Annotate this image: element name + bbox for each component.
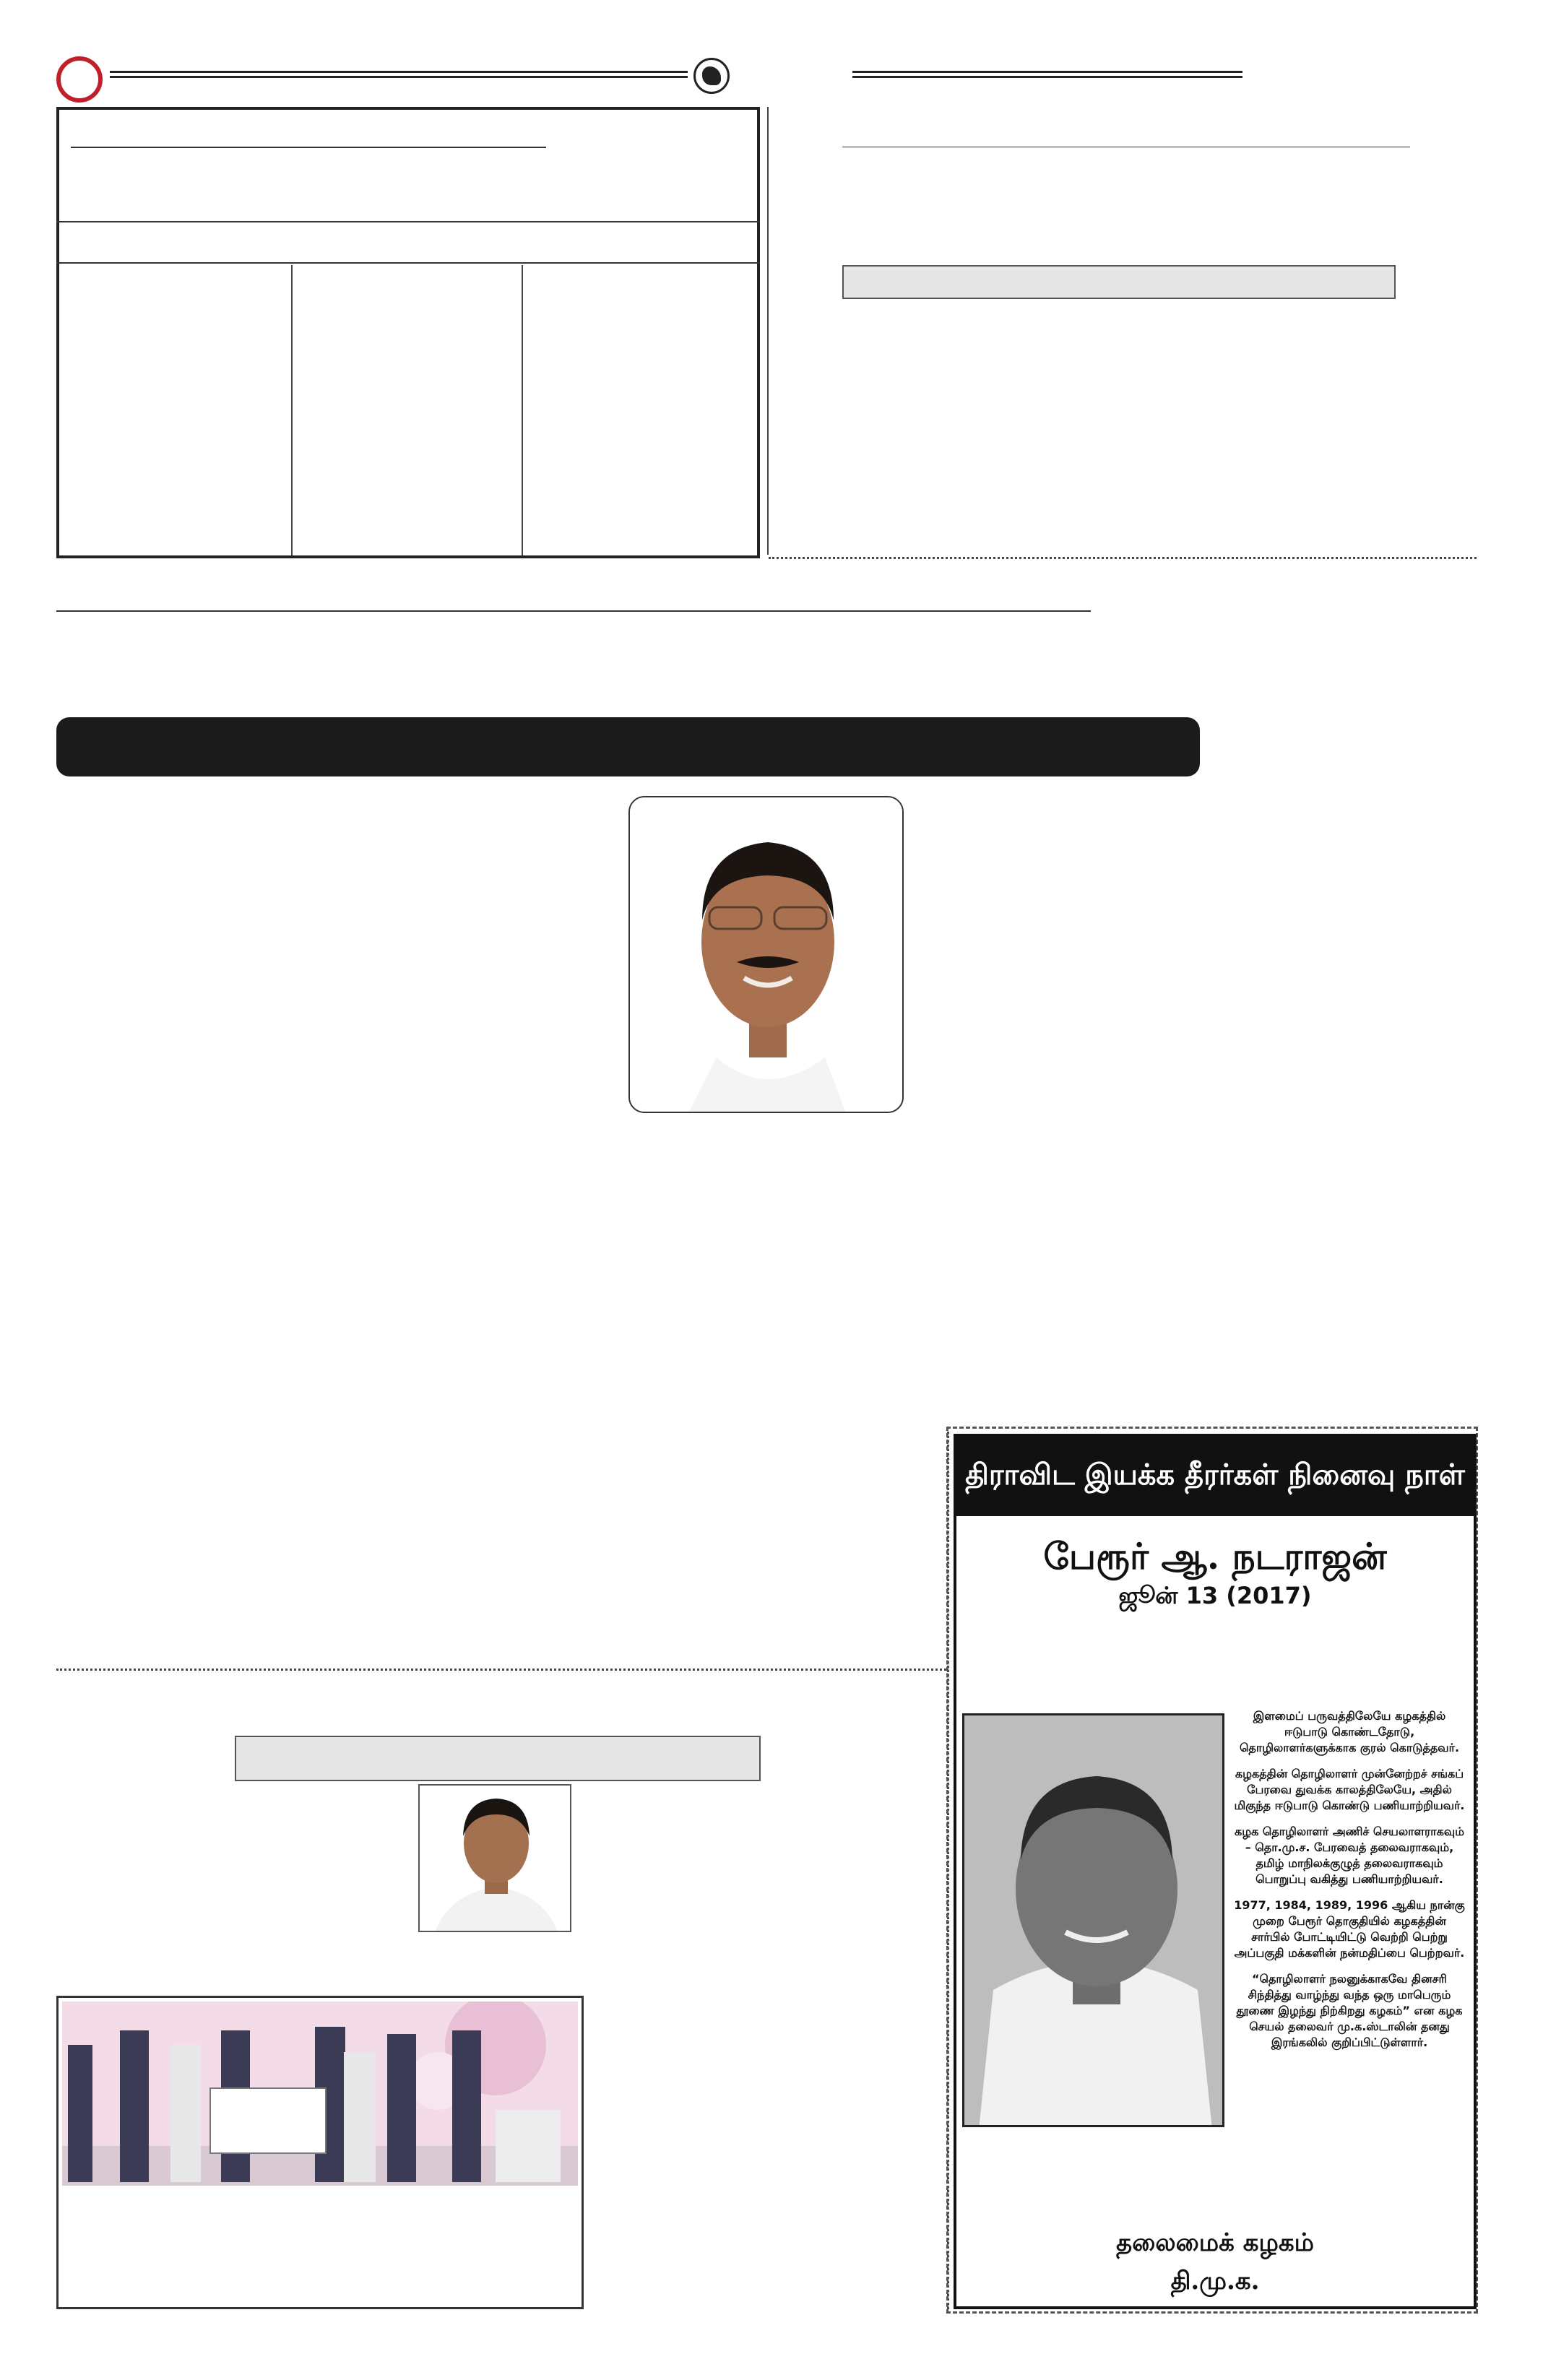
header-rule bbox=[110, 71, 688, 78]
subheading-bar bbox=[235, 1736, 761, 1781]
party-emblem-icon bbox=[693, 58, 730, 94]
dotted-separator bbox=[769, 557, 1477, 559]
memorial-paragraph: “தொழிலாளர் நலனுக்காகவே தினசரி சிந்தித்து வாழ்ந்து வந்த ஒரு மாபெரும் தூணை இழந்து நிற்கிறது கழகம்” என கழக செயல் தலைவர் மு.க.ஸ்டாலின் தனது இரங்கலில் குறிப்பிட்டுள்ளார். bbox=[1236, 1972, 1463, 2049]
column-divider bbox=[522, 265, 523, 555]
memorial-heading: திராவிட இயக்க தீரர்கள் நினைவு நாள் bbox=[956, 1437, 1474, 1516]
boxed-divider bbox=[56, 221, 760, 222]
memorial-text bbox=[1234, 1708, 1465, 2061]
memorial-paragraph: 1977, 1984, 1989, 1996 ஆகிய நான்கு முறை பேரூர் தொகுதியில் கழகத்தின் சார்பில் போட்டியிட்டு வெற்றி பெற்று அப்பகுதி மக்களின் நன்மதிப்பை பெற்றவர். bbox=[1234, 1898, 1465, 1960]
black-banner bbox=[56, 717, 1200, 776]
portrait-photo bbox=[628, 796, 904, 1113]
memorial-name: பேரூர் ஆ. நடராஜன் bbox=[1043, 1535, 1387, 1578]
header-rule-right bbox=[852, 71, 1242, 78]
memorial-photo bbox=[962, 1713, 1224, 2127]
column-divider bbox=[291, 265, 293, 555]
ring-logo-icon bbox=[56, 56, 103, 103]
memorial-footer-party: தி.மு.க. bbox=[1170, 2267, 1260, 2295]
memorial-paragraph: இளமைப் பருவத்திலேயே கழகத்தில் ஈடுபாடு கொண்டதோடு, தொழிலாளர்களுக்காக குரல் கொடுத்தவர். bbox=[1239, 1709, 1460, 1754]
subheading-bar bbox=[842, 265, 1396, 299]
boxed-title-rule bbox=[71, 147, 546, 148]
memorial-paragraph: கழக தொழிலாளர் அணிச் செயலாளராகவும் – தொ.மு.ச. பேரவைத் தலைவராகவும், தமிழ் மாநிலக்குழுத் தலைவராகவும் பொறுப்பு வகித்து பணியாற்றியவர். bbox=[1234, 1825, 1465, 1886]
small-portrait-photo bbox=[418, 1784, 571, 1932]
dotted-separator bbox=[56, 1669, 946, 1671]
section-rule bbox=[56, 610, 1091, 612]
boxed-section bbox=[56, 107, 760, 558]
boxed-divider bbox=[56, 262, 760, 264]
event-photo bbox=[62, 2002, 578, 2186]
memorial-paragraph: கழகத்தின் தொழிலாளர் முன்னேற்றச் சங்கப் பேரவை துவக்க காலத்திலேயே, அதில் மிகுந்த ஈடுபாடு கொண்டு பணியாற்றியவர். bbox=[1234, 1767, 1465, 1812]
memorial-footer-org: தலைமைக் கழகம் bbox=[1116, 2228, 1314, 2257]
memorial-date: ஜூன் 13 (2017) bbox=[1118, 1582, 1312, 1609]
column-divider bbox=[767, 107, 769, 555]
